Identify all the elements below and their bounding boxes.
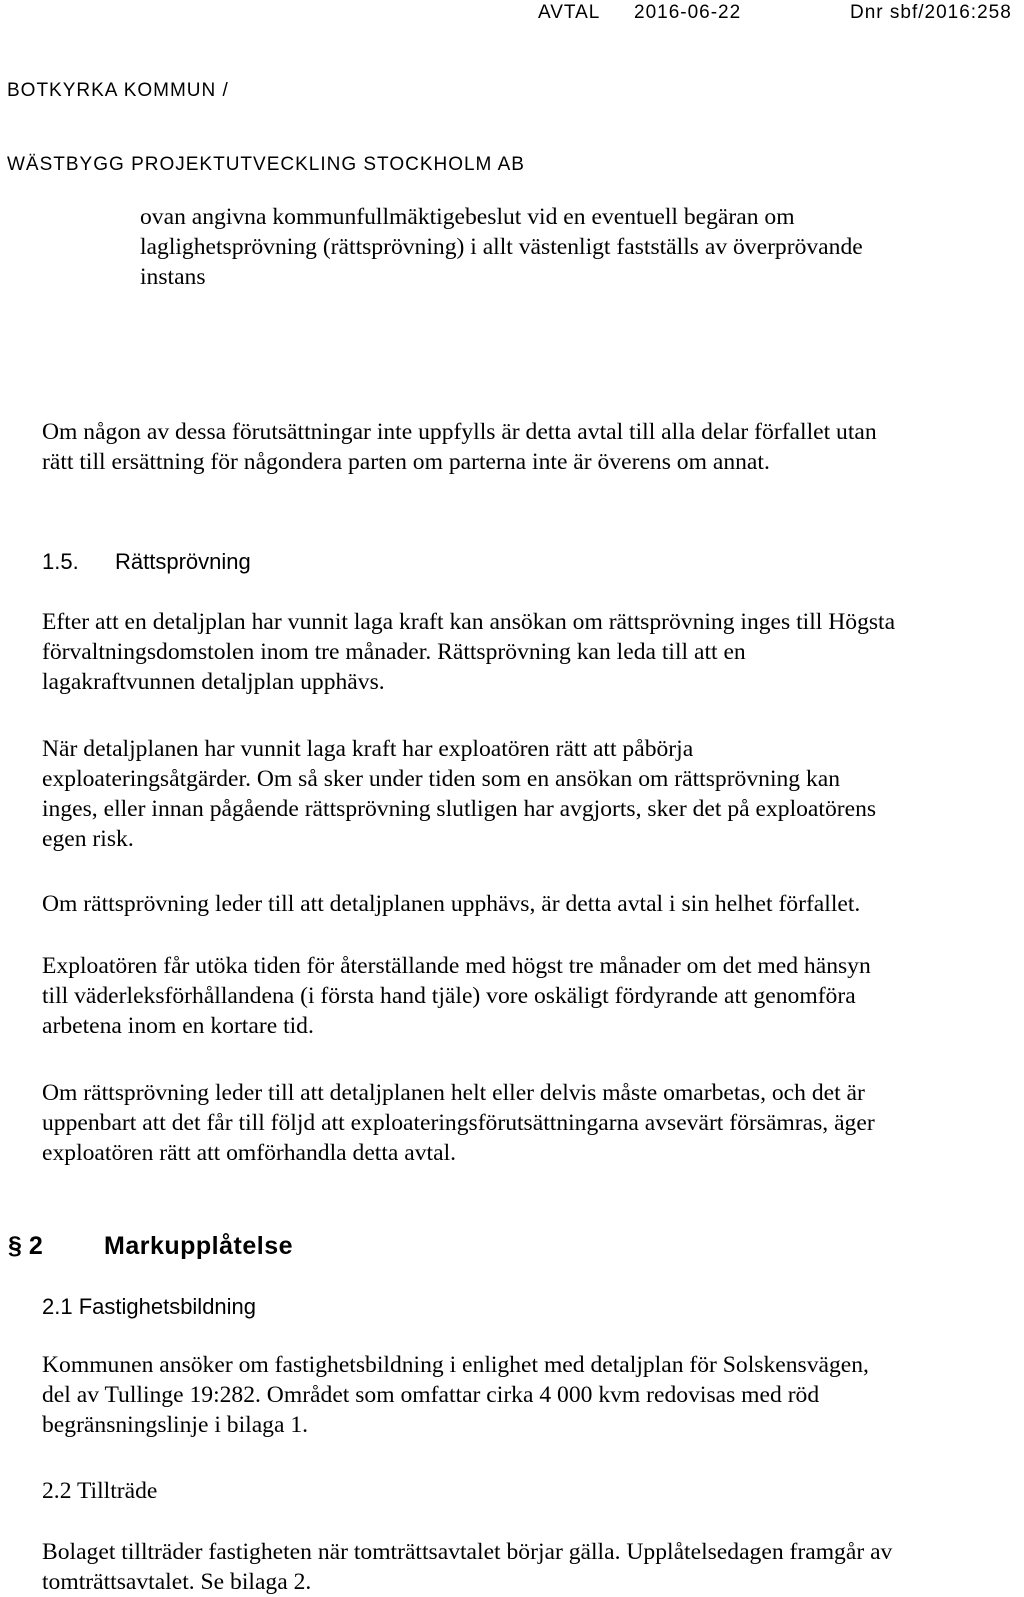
section-1-5-title: Rättsprövning — [115, 549, 251, 574]
document-type: AVTAL — [538, 2, 601, 23]
intro-paragraph: ovan angivna kommunfullmäktigebeslut vid en eventuell begäran om laglighetsprövning (rättsprövning) i allt västenligt fastställs av överprövande instans — [140, 204, 863, 290]
paragraph-1-5-5: Om rättsprövning leder till att detaljplanen helt eller delvis måste omarbetas, och det är uppenbart att det får till följd att exploateringsförutsättningarna avsevärt försämras, äger exploatören rätt att omförhandla detta avtal. — [42, 1080, 875, 1166]
section-2-1-title: 2.1 Fastighetsbildning — [42, 1294, 257, 1319]
paragraph-1-5-3: Om rättsprövning leder till att detaljplanen upphävs, är detta avtal i sin helhet förfallet. — [42, 891, 861, 917]
paragraph-1-5-2: När detaljplanen har vunnit laga kraft har exploatören rätt att påbörja exploateringsåtgärder. Om så sker under tiden som en ansökan om rättsprövning kan inges, eller innan pågående rättsprövning slutligen har avgjorts, sker det på exploatörens egen risk. — [42, 736, 877, 852]
section-2-2-title: 2.2 Tillträde — [42, 1478, 158, 1504]
conditions-paragraph: Om någon av dessa förutsättningar inte uppfylls är detta avtal till alla delar förfallet utan rätt till ersättning för någondera parten om parterna inte är överens om annat. — [42, 419, 877, 475]
section-2-title: Markupplåtelse — [104, 1232, 294, 1260]
paragraph-1-5-1: Efter att en detaljplan har vunnit laga kraft kan ansökan om rättsprövning inges till Högsta förvaltningsdomstolen inom tre månader. Rättsprövning kan leda till att en lagakraftvunnen detaljplan upphävs. — [42, 609, 896, 695]
party-company: WÄSTBYGG PROJEKTUTVECKLING STOCKHOLM AB — [7, 154, 525, 175]
paragraph-2-2: Bolaget tillträder fastigheten när tomträttsavtalet börjar gälla. Upplåtelsedagen framgår av tomträttsavtalet. Se bilaga 2. — [42, 1539, 893, 1595]
document-number: Dnr sbf/2016:258 — [850, 2, 1012, 23]
paragraph-2-1: Kommunen ansöker om fastighetsbildning i enlighet med detaljplan för Solskensvägen, del av Tullinge 19:282. Området som omfattar cirka 4 000 kvm redovisas med röd begränsningslinje i bilaga 1. — [42, 1352, 869, 1438]
paragraph-1-5-4: Exploatören får utöka tiden för återställande med högst tre månader om det med hänsyn till väderleksförhållandena (i första hand tjäle) vore oskäligt fördyrande att genomföra arbetena inom en kortare tid. — [42, 953, 871, 1039]
party-municipality: BOTKYRKA KOMMUN / — [7, 80, 229, 101]
section-2-number: § 2 — [8, 1232, 43, 1260]
document-date: 2016-06-22 — [634, 2, 742, 23]
section-1-5-number: 1.5. — [42, 549, 79, 574]
